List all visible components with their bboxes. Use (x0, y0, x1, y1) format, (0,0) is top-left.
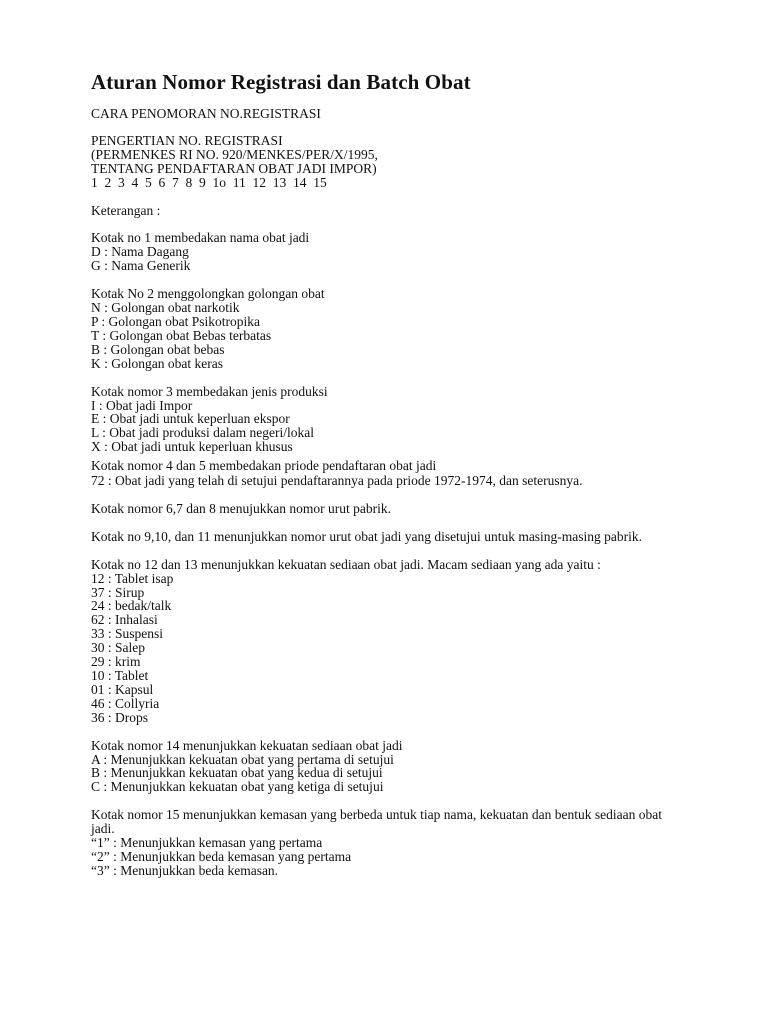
list-item: “1” : Menunjukkan kemasan yang pertama (91, 835, 323, 851)
list-item: C : Menunjukkan kekuatan obat yang ketiga di setujui (91, 779, 384, 795)
list-item: I : Obat jadi Impor (91, 397, 193, 413)
list-item: D : Nama Dagang (91, 244, 189, 260)
section-box-9-11 (91, 530, 671, 544)
list-item: P : Golongan obat Psikotropika (91, 313, 260, 329)
document-title: Aturan Nomor Registrasi dan Batch Obat (91, 70, 471, 94)
list-item: B : Menunjukkan kekuatan obat yang kedua di setujui (91, 765, 383, 781)
definition-line: (PERMENKES RI NO. 920/MENKES/PER/X/1995, (91, 146, 378, 162)
section-heading: Kotak No 2 menggolongkan golongan obat (91, 286, 325, 302)
section-heading: Kotak nomor 14 menunjukkan kekuatan sediaan obat jadi (91, 737, 403, 753)
list-item: N : Golongan obat narkotik (91, 300, 240, 316)
section-box-4-5 (91, 459, 691, 488)
section-heading: Kotak nomor 3 membedakan jenis produksi (91, 383, 328, 399)
list-item: 29 : krim (91, 654, 141, 670)
list-item: 36 : Drops (91, 709, 148, 725)
list-item: 72 : Obat jadi yang telah di setujui pendaftarannya pada priode 1972-1974, dan seterusnya. (91, 473, 583, 489)
definition-line: PENGERTIAN NO. REGISTRASI (91, 132, 283, 148)
list-item: 37 : Sirup (91, 584, 145, 600)
list-item: 24 : bedak/talk (91, 598, 172, 614)
list-item: “2” : Menunjukkan beda kemasan yang pertama (91, 848, 352, 864)
document-content (91, 68, 691, 878)
definition-line: TENTANG PENDAFTARAN OBAT JADI IMPOR) (91, 160, 377, 176)
box-numbers-line: 1 2 3 4 5 6 7 8 9 1o 11 12 13 14 15 (91, 174, 327, 190)
section-box-12-13 (91, 558, 691, 725)
section-box-14 (91, 739, 691, 795)
section-heading: Kotak no 12 dan 13 menunjukkan kekuatan sediaan obat jadi. Macam sediaan yang ada yaitu : (91, 556, 601, 572)
list-item: X : Obat jadi untuk keperluan khusus (91, 439, 293, 455)
list-item: T : Golongan obat Bebas terbatas (91, 327, 272, 343)
section-box-15 (91, 808, 671, 878)
subtitle: CARA PENOMORAN NO.REGISTRASI (91, 106, 321, 121)
section-box-2 (91, 287, 691, 370)
list-item: 30 : Salep (91, 640, 145, 656)
list-item: 12 : Tablet isap (91, 570, 174, 586)
list-item: L : Obat jadi produksi dalam negeri/lokal (91, 425, 314, 441)
list-item: “3” : Menunjukkan beda kemasan. (91, 862, 279, 878)
section-heading: Kotak no 1 membedakan nama obat jadi (91, 230, 310, 246)
section-box-6-8 (91, 502, 691, 516)
keterangan-label: Keterangan : (91, 202, 161, 218)
list-item: 33 : Suspensi (91, 626, 164, 642)
subtitle-block (91, 107, 691, 121)
list-item: 62 : Inhalasi (91, 612, 158, 628)
list-item: A : Menunjukkan kekuatan obat yang pertama di setujui (91, 751, 394, 767)
section-box-1 (91, 231, 691, 273)
definition-block (91, 134, 691, 190)
list-item: B : Golongan obat bebas (91, 341, 225, 357)
list-item: G : Nama Generik (91, 258, 191, 274)
list-item: E : Obat jadi untuk keperluan ekspor (91, 411, 290, 427)
section-box-3 (91, 385, 691, 455)
list-item: 10 : Tablet (91, 668, 149, 683)
list-item: 01 : Kapsul (91, 681, 154, 697)
section-heading: Kotak nomor 6,7 dan 8 menujukkan nomor urut pabrik. (91, 500, 391, 516)
list-item: K : Golongan obat keras (91, 355, 223, 371)
section-heading: Kotak nomor 15 menunjukkan kemasan yang berbeda untuk tiap nama, kekuatan dan bentuk sediaan obat jadi. (91, 807, 662, 837)
section-heading: Kotak no 9,10, dan 11 menunjukkan nomor urut obat jadi yang disetujui untuk masing-masing pabrik. (91, 528, 643, 544)
list-item: 46 : Collyria (91, 695, 160, 711)
keterangan-block (91, 204, 691, 218)
section-heading: Kotak nomor 4 dan 5 membedakan priode pendaftaran obat jadi (91, 458, 437, 474)
